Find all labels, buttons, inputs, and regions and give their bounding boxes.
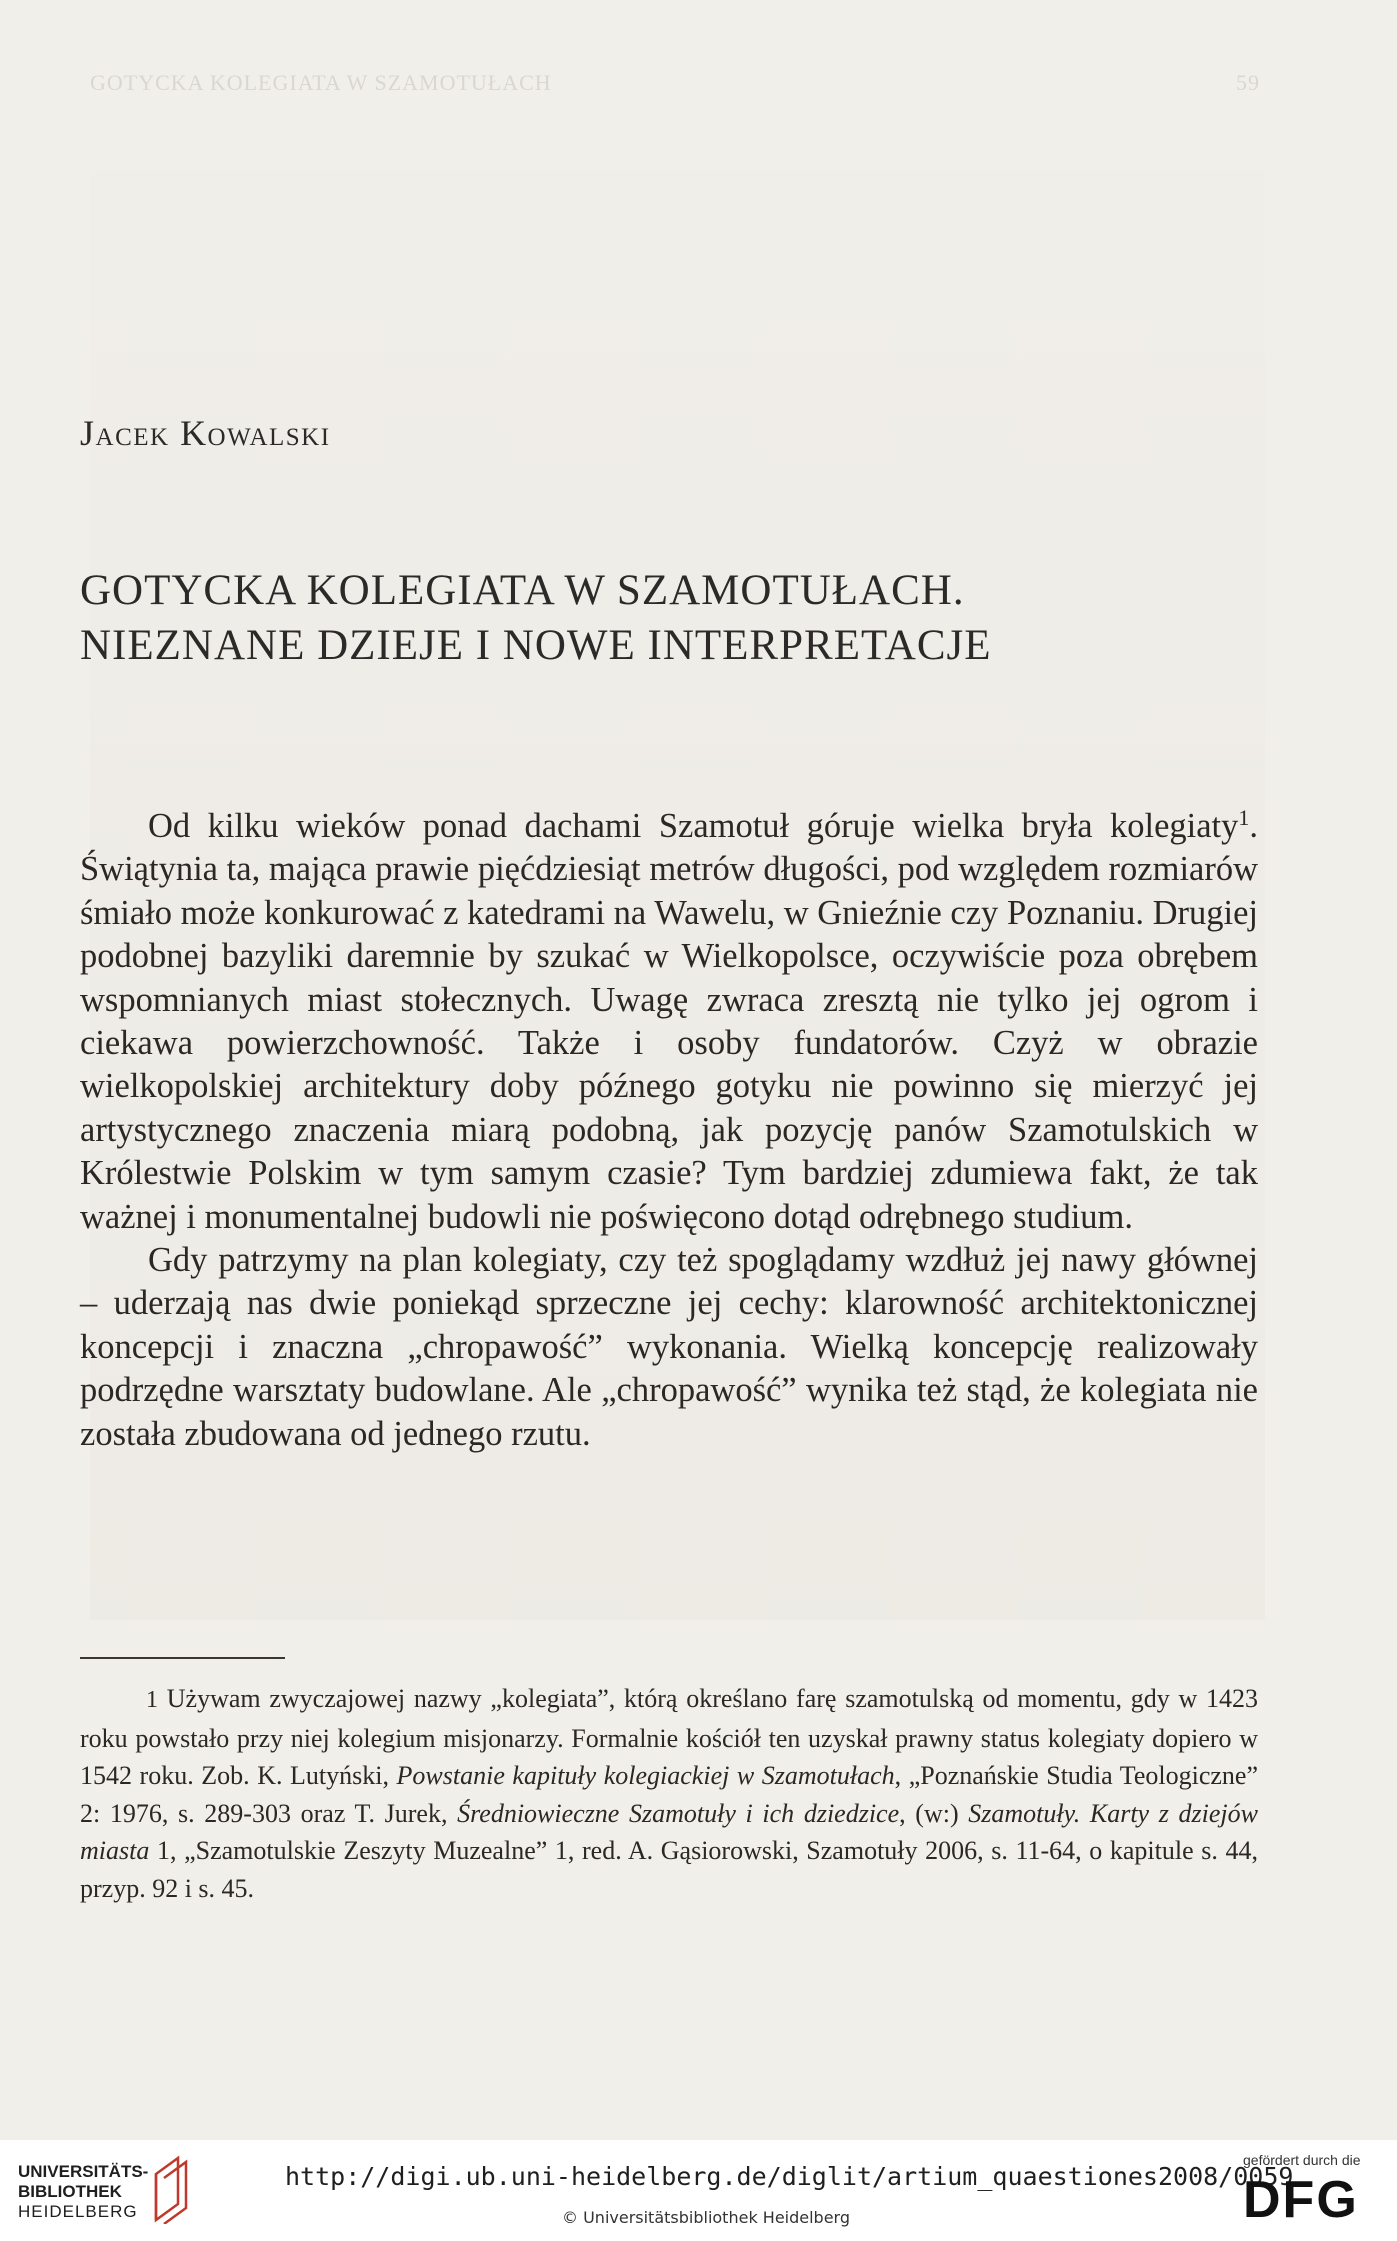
paragraph-1-start: Od kilku wieków ponad dachami Szamotuł góruje wielka bryła kolegiaty [148, 807, 1239, 845]
article-title [80, 563, 1260, 673]
library-name [18, 2162, 148, 2222]
footnote-italic-title: Powstanie kapituły kolegiackiej w Szamotułach [396, 1761, 895, 1790]
footnote-italic-title: Średniowieczne Szamotuły i ich dziedzice [457, 1798, 900, 1828]
footnote-ref-1[interactable]: 1 [1238, 805, 1250, 830]
digitization-footer [0, 2140, 1397, 2241]
footnote-segment: , (w:) [899, 1798, 969, 1828]
footnote-segment: , „Poznańskie Studia Teologiczne” 2: 1976, s. 289-303 oraz T. Jurek, [80, 1761, 1258, 1828]
library-name-line-3: HEIDELBERG [18, 2202, 138, 2221]
paragraph-2: Gdy patrzymy na plan kolegiaty, czy też spoglądamy wzdłuż jej nawy głównej – uderzają nas dwie poniekąd sprzeczne jej cechy: klarowność architektonicznej koncepcji i znaczna „chropawość” wykonania. Wielką koncepcję realizowały podrzędne warsztaty budowlane. Ale „chropawość” wynika też stąd, że kolegiata nie została zbudowana od jednego rzutu. [80, 1241, 1258, 1453]
running-header-bleed [90, 70, 1260, 110]
running-header-page-number: 59 [1236, 70, 1260, 95]
footnote-separator [80, 1657, 285, 1659]
library-name-line-1: UNIVERSITÄTS- [18, 2162, 149, 2181]
paragraph-1 [80, 805, 1258, 1239]
permalink-url[interactable]: http://digi.ub.uni-heidelberg.de/diglit/artium_quaestiones2008/0059 [285, 2162, 1294, 2191]
footnote-mark: 1 [146, 1687, 158, 1713]
article-author: Jacek Kowalski [80, 413, 331, 453]
footnote-segment: Używam zwyczajowej nazwy „kolegiata”, którą określano farę szamotulską od momentu, gdy w 1423 roku powstało przy niej kolegium misjonarzy. Formalnie kościół ten uzyskał prawny status kolegiaty dopiero w 1542 roku. Zob. K. Lutyński, [80, 1684, 1258, 1790]
running-header-text: GOTYCKA KOLEGIATA W SZAMOTUŁACH [90, 70, 552, 95]
footnote-segment: 1, „Szamotulskie Zeszyty Muzealne” 1, red. A. Gąsiorowski, Szamotuły 2006, s. 11-64, o kapitule s. 44, przyp. 92 i s. 45. [80, 1836, 1258, 1903]
footnote-italic-title: Szamotuły. Karty z dziejów miasta [80, 1798, 1258, 1865]
article-body [80, 805, 1258, 1456]
funder-caption: gefördert durch die [1243, 2152, 1361, 2168]
library-name-line-2: BIBLIOTHEK [18, 2182, 122, 2201]
title-line-1: GOTYCKA KOLEGIATA W SZAMOTUŁACH. [80, 567, 965, 614]
paragraph-1-rest: . Świątynia ta, mająca prawie pięćdziesiąt metrów długości, pod względem rozmiarów śmiało może konkurować z katedrami na Wawelu, w Gnieźnie czy Poznaniu. Drugiej podobnej bazyliki daremnie by szukać w Wielkopolsce, oczywiście poza obrębem wspomnianych miast stołecznych. Uwagę zwraca zresztą nie tylko jej ogrom i ciekawa powierzchowność. Także i osoby fundatorów. Czyż w obrazie wielkopolskiej architektury doby późnego gotyku nie powinno się mierzyć jej artystycznego znaczenia miarą podobną, jak pozycję panów Szamotulskich w Królestwie Polskim w tym samym czasie? Tym bardziej zdumiewa fakt, że tak ważnej i monumentalnej budowli nie poświęcono dotąd odrębnego studium. [80, 807, 1258, 1236]
dfg-logo: DFG [1243, 2171, 1359, 2229]
footnote-1 [80, 1680, 1258, 1907]
library-logo-icon [148, 2154, 198, 2224]
copyright-notice: © Universitätsbibliothek Heidelberg [562, 2208, 851, 2227]
title-line-2: NIEZNANE DZIEJE I NOWE INTERPRETACJE [80, 622, 992, 669]
footnote-1-text [80, 1680, 1258, 1907]
